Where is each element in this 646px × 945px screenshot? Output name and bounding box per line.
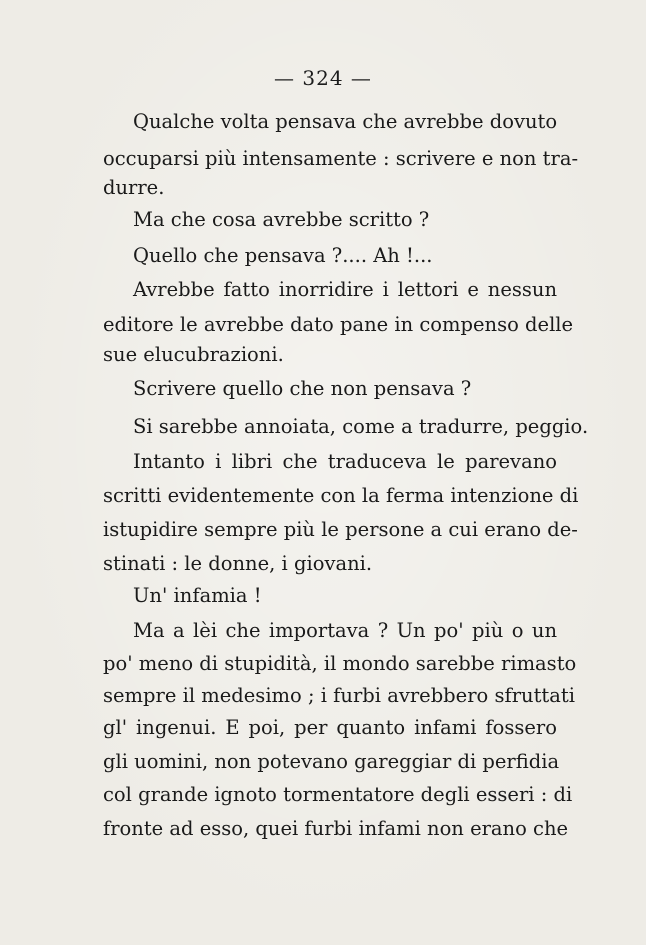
text-line: Si sarebbe annoiata, come a tradurre, peggio. — [133, 415, 589, 438]
text-line: Scrivere quello che non pensava ? — [133, 377, 472, 400]
text-line: stinati : le donne, i giovani. — [103, 552, 373, 575]
text-line: Avrebbe fatto inorridire i lettori e nessun — [133, 278, 557, 301]
text-line: po' meno di stupidità, il mondo sarebbe rimasto — [103, 652, 577, 675]
text-line: Ma che cosa avrebbe scritto ? — [133, 208, 430, 231]
text-line: Ma a lèi che importava ? Un po' più o un — [133, 619, 557, 642]
text-line: scritti evidentemente con la ferma intenzione di — [103, 484, 579, 507]
text-line: durre. — [103, 176, 165, 199]
text-line: fronte ad esso, quei furbi infami non erano che — [103, 817, 569, 840]
text-line: sue elucubrazioni. — [103, 343, 284, 366]
text-line: occuparsi più intensamente : scrivere e non tra- — [103, 147, 579, 170]
text-line: col grande ignoto tormentatore degli esseri : di — [103, 783, 573, 806]
text-line: istupidire sempre più le persone a cui erano de- — [103, 518, 578, 541]
page-number: — 324 — — [274, 66, 372, 90]
text-line: gl' ingenui. E poi, per quanto infami fossero — [103, 716, 557, 739]
text-line: Un' infamia ! — [133, 584, 262, 607]
text-line: Intanto i libri che traduceva le parevano — [133, 450, 557, 473]
text-line: editore le avrebbe dato pane in compenso delle — [103, 313, 574, 336]
text-line: gli uomini, non potevano gareggiar di perfidia — [103, 750, 560, 773]
text-line: Qualche volta pensava che avrebbe dovuto — [133, 110, 558, 133]
text-line: Quello che pensava ?.... Ah !... — [133, 244, 433, 267]
text-line: sempre il medesimo ; i furbi avrebbero sfruttati — [103, 684, 575, 707]
